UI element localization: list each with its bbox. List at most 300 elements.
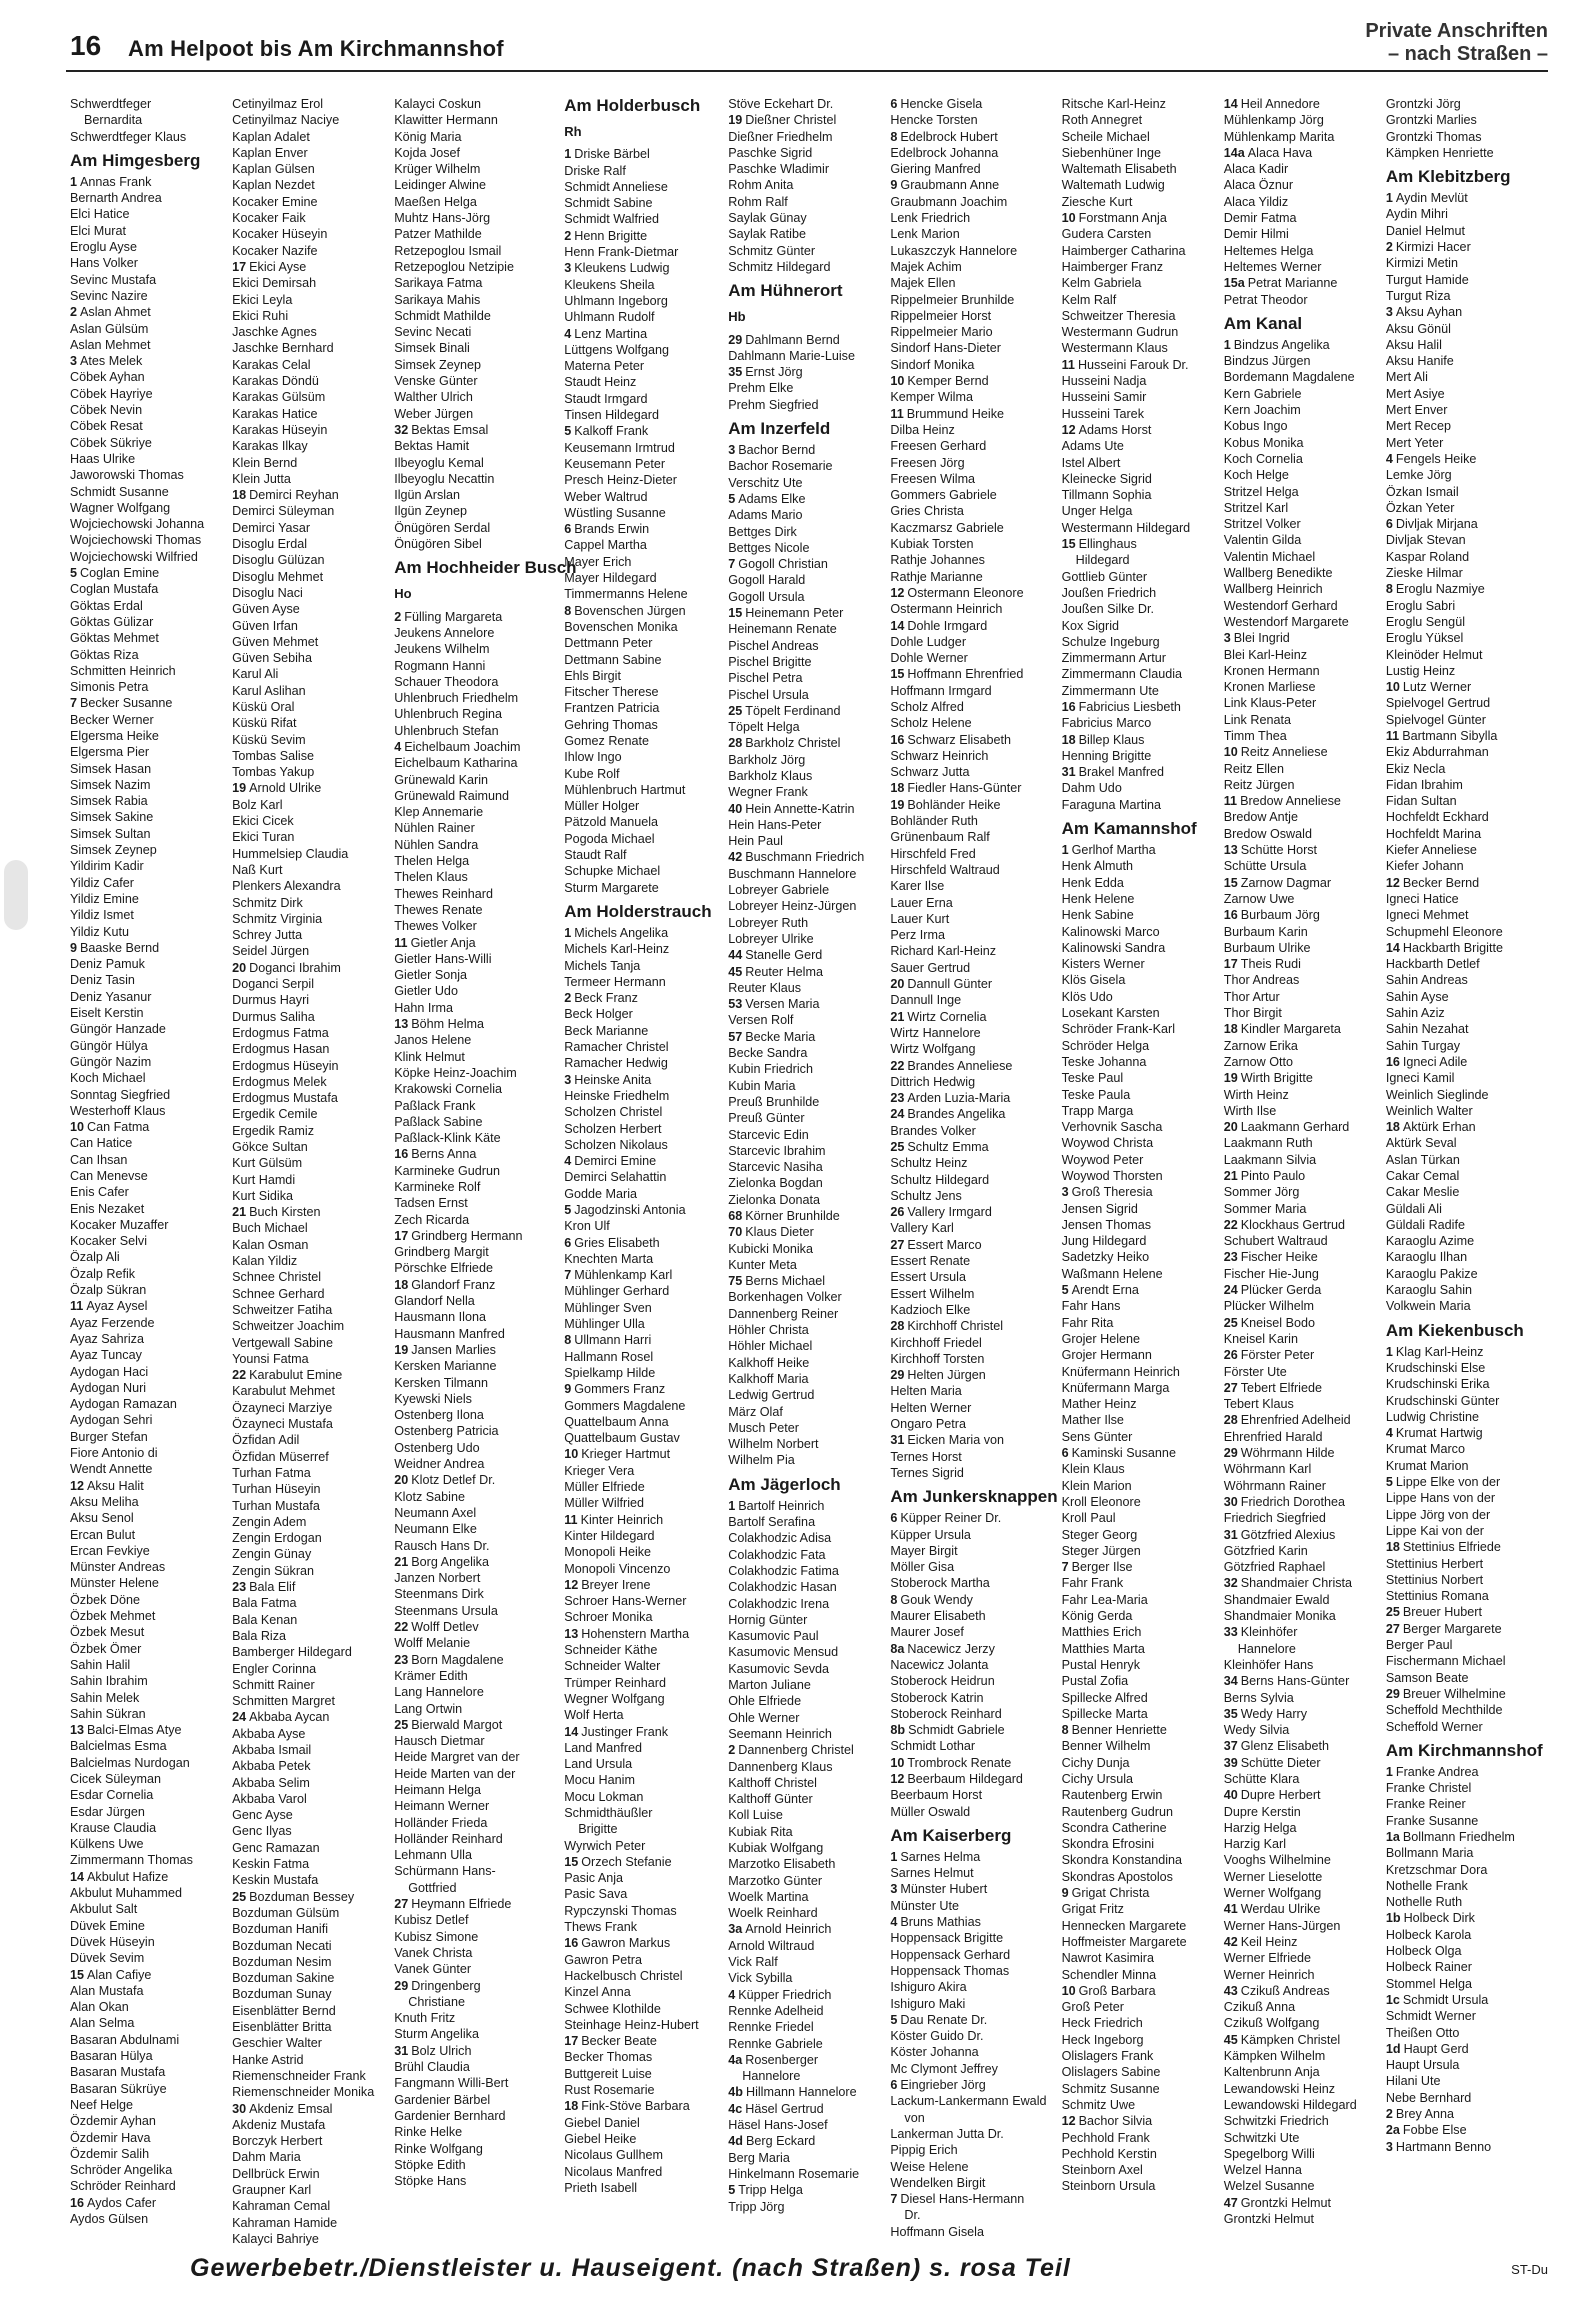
resident-name: Schröder Reinhard	[70, 2179, 176, 2194]
resident-entry	[728, 1873, 886, 1889]
resident-entry	[1224, 532, 1382, 548]
resident-name: Heinemann Peter	[745, 606, 844, 621]
resident-name: Koch Michael	[70, 1071, 146, 1086]
resident-name: Zengin Adem	[232, 1514, 307, 1529]
resident-entry	[1386, 1168, 1544, 1184]
resident-name: Annas Frank	[80, 174, 152, 189]
house-number: 29	[1223, 1446, 1238, 1461]
resident-name: Adams Elke	[738, 491, 806, 506]
resident-name: Pasic Sava	[564, 1887, 628, 1902]
resident-entry	[1062, 2097, 1220, 2113]
resident-entry	[1062, 2064, 1220, 2080]
resident-name: Simsek Rabia	[70, 794, 148, 809]
resident-name: Karaoglu Sahin	[1385, 1283, 1472, 1298]
house-number: 10	[1061, 1983, 1076, 1998]
resident-entry	[728, 475, 886, 491]
house-number: 13	[564, 1626, 579, 1641]
resident-name: Fiore Antonio di	[70, 1446, 158, 1461]
house-number: 29	[890, 1368, 905, 1383]
street-heading: Am Inzerfeld	[728, 419, 831, 439]
resident-name: Paschke Wladimir	[728, 162, 830, 177]
house-number: 5	[1385, 1475, 1393, 1490]
resident-name: Schnee Christel	[232, 1270, 322, 1285]
resident-entry	[70, 1087, 228, 1103]
resident-entry	[232, 1628, 390, 1644]
resident-entry	[1224, 418, 1382, 434]
resident-name: Aksu Meliha	[70, 1494, 139, 1509]
resident-name: Shandmaier Christa	[1240, 1576, 1353, 1591]
resident-entry	[70, 989, 228, 1005]
resident-name: Höhler Christa	[728, 1323, 809, 1338]
resident-entry	[1224, 210, 1382, 226]
resident-entry	[890, 1881, 1057, 1897]
resident-entry	[728, 931, 886, 947]
house-number: 12	[564, 1577, 579, 1592]
resident-name: Jung Hildegard	[1061, 1234, 1147, 1249]
resident-entry	[394, 1179, 560, 1195]
resident-name: Stoberock Katrin	[890, 1690, 984, 1705]
resident-entry	[890, 878, 1057, 894]
resident-entry	[1224, 2113, 1382, 2129]
house-number: 1	[728, 1498, 736, 1513]
resident-name: Basaran Hülya	[70, 2049, 153, 2064]
house-number: 25	[232, 1889, 247, 1904]
resident-name: Venske Günter	[394, 374, 478, 389]
resident-entry	[564, 2066, 724, 2082]
resident-entry	[232, 569, 390, 585]
resident-name: Nicolaus Manfred	[564, 2164, 663, 2179]
resident-name: Wojciechowski Johanna	[70, 517, 205, 532]
resident-entry	[1386, 1119, 1544, 1135]
resident-name: Bovenschen Monika	[564, 619, 678, 634]
resident-entry	[1386, 1344, 1544, 1360]
resident-name: Turhan Hüseyin	[232, 1482, 321, 1497]
resident-entry	[70, 793, 228, 809]
resident-entry	[564, 1235, 724, 1251]
house-number: 14	[70, 1869, 85, 1884]
resident-name: Eingrieber Jörg	[900, 2078, 986, 2093]
resident-entry	[728, 2052, 886, 2068]
resident-entry	[394, 210, 560, 226]
resident-name: Bozduman Hanifi	[232, 1922, 329, 1937]
resident-entry	[1386, 353, 1544, 369]
resident-name: Simsek Hasan	[70, 761, 152, 776]
house-number: 8b	[890, 1723, 906, 1738]
resident-entry	[890, 2012, 1057, 2028]
resident-name: Pischel Brigitte	[728, 654, 812, 669]
resident-entry	[1224, 484, 1382, 500]
resident-name: Schütte Klara	[1223, 1771, 1300, 1786]
resident-entry	[1224, 1755, 1382, 1771]
resident-name: Gommers Gabriele	[890, 488, 997, 503]
resident-entry	[70, 728, 228, 744]
page-title: Am Helpoot bis Am Kirchmannshof	[128, 36, 504, 61]
resident-name: Wegner Frank	[728, 785, 808, 800]
resident-entry	[564, 1398, 724, 1414]
resident-name: Karabulut Emine	[249, 1368, 343, 1383]
resident-name: Pischel Ursula	[728, 687, 809, 702]
resident-entry	[564, 1577, 724, 1593]
resident-entry	[564, 1039, 724, 1055]
resident-entry	[890, 259, 1057, 275]
resident-entry	[564, 1479, 724, 1495]
resident-entry	[394, 357, 560, 373]
resident-name: Karul Ali	[232, 667, 279, 682]
resident-entry	[564, 1349, 724, 1365]
resident-name: Pätzold Manuela	[564, 815, 659, 830]
resident-name: Vanek Günter	[394, 1962, 472, 1977]
resident-entry	[232, 1155, 390, 1171]
house-number: 1a	[1385, 1829, 1400, 1844]
resident-entry	[70, 1201, 228, 1217]
resident-name: Vallery Karl	[890, 1221, 954, 1236]
resident-name: Kaplan Adalet	[232, 129, 310, 144]
resident-entry	[1062, 842, 1220, 858]
resident-name: Schmidt Gabriele	[908, 1723, 1005, 1738]
resident-entry	[1224, 1445, 1382, 1461]
resident-name: Eichelbaum Joachim	[404, 739, 521, 754]
resident-name: Lukaszczyk Hannelore	[890, 243, 1018, 258]
resident-name: Özkan Yeter	[1385, 500, 1455, 515]
house-number: 4c	[728, 2101, 743, 2116]
resident-name: Cöbek Nevin	[70, 403, 143, 418]
resident-name: Ekici Turan	[232, 830, 295, 845]
resident-entry	[564, 1332, 724, 1348]
house-number: 4	[394, 739, 402, 754]
resident-name: Frantzen Patricia	[564, 701, 660, 716]
resident-name: Rennke Friedel	[728, 2020, 814, 2035]
resident-name: Stoberock Reinhard	[890, 1706, 1002, 1721]
resident-name: Ullmann Harri	[574, 1333, 652, 1348]
house-number: 14a	[1223, 145, 1245, 160]
resident-entry	[890, 943, 1057, 959]
resident-entry	[890, 895, 1057, 911]
resident-name: Özbek Ömer	[70, 1641, 142, 1656]
house-number: 18	[1385, 1120, 1400, 1135]
resident-name: Skondras Apostolos	[1061, 1869, 1173, 1884]
resident-name: Majek Achim	[890, 259, 962, 274]
resident-entry	[394, 1847, 560, 1863]
resident-name: Fabricius Liesbeth	[1078, 699, 1181, 714]
resident-name: Kinter Hildegard	[564, 1528, 655, 1543]
resident-entry	[1224, 875, 1382, 891]
resident-name: Bozduman Sunay	[232, 1987, 332, 2002]
resident-name: Alaca Hava	[1247, 145, 1313, 160]
resident-name: Scholzen Herbert	[564, 1121, 662, 1136]
resident-name: Westerhoff Klaus	[70, 1103, 166, 1118]
resident-name: Gökce Sultan	[232, 1140, 308, 1154]
resident-name: Disoglu Mehmet	[232, 569, 324, 584]
resident-name: Holbeck Olga	[1385, 1944, 1462, 1959]
resident-name: Karabulut Mehmet	[232, 1384, 336, 1399]
resident-entry	[728, 817, 886, 833]
resident-name: Westendorf Gerhard	[1223, 598, 1338, 613]
resident-entry	[564, 2164, 724, 2180]
resident-entry	[394, 2059, 560, 2075]
resident-name: Olislagers Frank	[1061, 2049, 1154, 2064]
resident-name: Eroglu Yüksel	[1385, 631, 1464, 646]
resident-entry	[394, 389, 560, 405]
resident-name: Alan Selma	[70, 2016, 135, 2031]
resident-entry	[728, 2150, 886, 2166]
resident-entry	[394, 1831, 560, 1847]
resident-name: Muhtz Hans-Jörg	[394, 211, 491, 226]
resident-name: Zimmermann Thomas	[70, 1853, 193, 1868]
resident-entry	[1386, 304, 1544, 320]
resident-name: Mert Enver	[1385, 403, 1448, 418]
resident-entry	[564, 1512, 724, 1528]
resident-entry	[394, 520, 560, 536]
resident-name: Teske Paula	[1061, 1087, 1131, 1102]
resident-entry	[1062, 552, 1220, 568]
resident-entry	[1062, 1559, 1220, 1575]
resident-name: Dettmann Sabine	[564, 652, 662, 667]
resident-entry	[1062, 764, 1220, 780]
resident-entry	[232, 618, 390, 634]
resident-entry	[394, 1309, 560, 1325]
resident-name: Turhan Mustafa	[232, 1498, 320, 1513]
resident-entry	[70, 907, 228, 923]
street-heading: Am Himgesberg	[70, 150, 201, 170]
resident-name: Sadetzky Heiko	[1061, 1250, 1150, 1265]
resident-entry	[232, 1807, 390, 1823]
house-number: 17	[394, 1228, 409, 1243]
resident-entry	[232, 1139, 390, 1155]
resident-name: Lippe Elke von der	[1395, 1475, 1501, 1490]
resident-entry	[70, 549, 228, 565]
resident-entry	[394, 161, 560, 177]
resident-entry	[890, 1947, 1057, 1963]
resident-entry	[1062, 1543, 1220, 1559]
resident-name: Hinkelmann Rosemarie	[728, 2166, 860, 2181]
resident-name: Bovenschen Jürgen	[574, 603, 686, 618]
resident-name: Vick Sybilla	[728, 1971, 793, 1986]
resident-name: Richard Karl-Heinz	[890, 944, 997, 959]
resident-entry	[1386, 1266, 1544, 1282]
resident-entry	[890, 1351, 1057, 1367]
house-number: 6	[890, 1511, 898, 1526]
house-number: 5	[564, 1203, 572, 1217]
resident-entry	[70, 1771, 228, 1787]
resident-entry	[394, 1505, 560, 1521]
resident-name: Alan Mustafa	[70, 1983, 144, 1998]
resident-name: Bartolf Serafina	[728, 1515, 816, 1530]
resident-name: Lauer Erna	[890, 895, 953, 910]
resident-entry	[232, 373, 390, 389]
resident-entry	[70, 630, 228, 646]
resident-entry	[1386, 1556, 1544, 1572]
directory-columns	[70, 96, 1548, 2246]
house-number: 18	[394, 1277, 409, 1292]
resident-entry	[890, 1657, 1057, 1673]
resident-entry	[1386, 549, 1544, 565]
resident-entry	[1224, 1999, 1382, 2015]
resident-entry	[1224, 581, 1382, 597]
resident-entry	[728, 524, 886, 540]
resident-name: Turgut Hamide	[1385, 272, 1469, 287]
house-number: 15	[1061, 537, 1076, 552]
resident-name: Kirchhoff Christel	[907, 1319, 1004, 1334]
resident-name: Güven Mehmet	[232, 634, 319, 649]
resident-name: Heinske Anita	[574, 1072, 652, 1087]
resident-name: Arnold Wiltraud	[728, 1938, 815, 1953]
resident-name: Töpelt Helga	[728, 720, 800, 735]
resident-name: Demirci Reyhan	[249, 488, 339, 503]
resident-entry	[232, 1204, 390, 1220]
house-number: 3	[1385, 305, 1393, 320]
resident-entry	[70, 353, 228, 369]
resident-entry	[728, 458, 886, 474]
resident-name: Graubmann Joachim	[890, 194, 1008, 209]
resident-entry	[890, 585, 1057, 601]
resident-entry	[1224, 1249, 1382, 1265]
resident-entry	[1386, 1507, 1544, 1523]
resident-entry	[890, 503, 1057, 519]
resident-name: Glandorf Franz	[411, 1277, 496, 1292]
resident-name: Trombrock Renate	[907, 1755, 1012, 1770]
resident-entry	[1062, 1869, 1220, 1885]
resident-name: Krämer Edith	[394, 1668, 468, 1683]
resident-entry	[564, 880, 724, 896]
resident-name: Brigitte	[578, 1822, 618, 1837]
resident-entry	[394, 1195, 560, 1211]
resident-entry	[1386, 663, 1544, 679]
resident-entry	[394, 1260, 560, 1276]
resident-name: Welzel Hanna	[1223, 2163, 1302, 2178]
resident-entry	[564, 293, 724, 309]
resident-entry	[1386, 484, 1544, 500]
house-number: 11	[890, 406, 904, 421]
resident-entry	[890, 618, 1057, 634]
resident-name: Burbaum Karin	[1223, 924, 1308, 939]
resident-entry	[564, 1104, 724, 1120]
resident-entry	[1224, 1738, 1382, 1754]
resident-name: Uhlenbruch Friedhelm	[394, 691, 519, 706]
resident-entry	[70, 1608, 228, 1624]
resident-name: Groß Theresia	[1071, 1185, 1153, 1200]
resident-name: Durmus Hayri	[232, 993, 310, 1008]
resident-name: Schwarz Elisabeth	[907, 732, 1012, 747]
resident-entry	[564, 1919, 724, 1935]
resident-name: Genc Ramazan	[232, 1840, 320, 1855]
resident-name: Grojer Helene	[1061, 1331, 1141, 1346]
resident-entry	[70, 663, 228, 679]
resident-name: Mühlinger Ulla	[564, 1317, 645, 1332]
resident-name: Termeer Hermann	[564, 974, 666, 989]
resident-entry	[1386, 728, 1544, 744]
resident-name: Orzech Stefanie	[581, 1854, 672, 1869]
resident-name: Essert Marco	[907, 1237, 982, 1252]
resident-name: Schmidt Walfried	[564, 212, 659, 227]
resident-name: Holbeck Rainer	[1385, 1960, 1472, 1975]
house-number: 35	[728, 365, 743, 380]
resident-name: Hein Paul	[728, 834, 783, 849]
house-number: 21	[394, 1554, 409, 1569]
resident-entry	[890, 422, 1057, 438]
resident-entry	[1224, 2015, 1382, 2031]
resident-entry	[1224, 647, 1382, 663]
resident-name: Küpper Reiner Dr.	[900, 1511, 1002, 1526]
resident-name: Grontzki Marlies	[1385, 113, 1477, 128]
resident-name: Göktas Gülizar	[70, 614, 154, 629]
resident-entry	[564, 1300, 724, 1316]
resident-entry	[1386, 956, 1544, 972]
resident-entry	[890, 2207, 1057, 2223]
resident-name: Simsek Zeynep	[70, 843, 157, 858]
resident-name: Wöhrmann Rainer	[1223, 1478, 1326, 1493]
resident-name: Sahin Andreas	[1385, 973, 1468, 988]
resident-entry	[728, 947, 886, 963]
resident-name: Kleinhöfer Hans	[1223, 1657, 1314, 1672]
resident-entry	[394, 1619, 560, 1635]
resident-name: Justinger Frank	[581, 1724, 669, 1739]
resident-name: Jagodzinski Antonia	[574, 1203, 686, 1217]
resident-entry	[1224, 793, 1382, 809]
resident-name: Kalan Yildiz	[232, 1254, 298, 1269]
resident-entry	[1062, 1690, 1220, 1706]
resident-name: Förster Ute	[1223, 1364, 1287, 1379]
resident-entry	[394, 1945, 560, 1961]
resident-entry	[1062, 1608, 1220, 1624]
resident-entry	[564, 2001, 724, 2017]
resident-name: Kaplan Enver	[232, 145, 308, 160]
resident-name: Kocaker Emine	[232, 194, 318, 209]
resident-name: Jaschke Bernhard	[232, 341, 334, 356]
resident-name: Rausch Hans Dr.	[394, 1538, 490, 1553]
resident-name: Pechhold Frank	[1061, 2130, 1150, 2145]
resident-entry	[728, 589, 886, 605]
resident-name: Fahr Frank	[1061, 1576, 1124, 1591]
resident-name: Sahin Halil	[70, 1657, 131, 1672]
resident-entry	[890, 1269, 1057, 1285]
resident-name: Schubert Waltraud	[1223, 1234, 1328, 1249]
resident-entry	[890, 1172, 1057, 1188]
resident-name: Kersken Marianne	[394, 1359, 497, 1374]
resident-entry	[1224, 1950, 1382, 1966]
resident-entry	[394, 755, 560, 771]
resident-name: Düvek Sevim	[70, 1951, 145, 1966]
resident-name: Schmitten Margret	[232, 1694, 336, 1709]
resident-name: Westendorf Margarete	[1223, 614, 1349, 629]
resident-entry	[728, 1143, 886, 1159]
resident-entry	[564, 537, 724, 553]
resident-name: Mc Clymont Jeffrey	[890, 2061, 998, 2076]
resident-entry	[1386, 369, 1544, 385]
resident-entry	[232, 389, 390, 405]
resident-entry	[232, 2149, 390, 2165]
resident-name: Heltemes Werner	[1223, 259, 1322, 274]
house-number: 42	[1223, 1934, 1238, 1949]
resident-entry	[394, 1733, 560, 1749]
resident-name: Matthies Marta	[1061, 1641, 1145, 1656]
resident-name: Töpelt Ferdinand	[745, 703, 841, 718]
resident-entry	[394, 674, 560, 690]
resident-name: Akbaba Aycan	[249, 1710, 330, 1725]
resident-entry	[1224, 1201, 1382, 1217]
resident-entry	[70, 1445, 228, 1461]
resident-name: Hillmann Hannelore	[745, 2085, 857, 2100]
resident-name: Driske Ralf	[564, 163, 626, 178]
resident-entry	[1224, 1510, 1382, 1526]
resident-entry	[728, 915, 886, 931]
resident-entry	[1062, 956, 1220, 972]
resident-entry	[1224, 1282, 1382, 1298]
resident-entry	[1386, 435, 1544, 451]
house-number: 2	[728, 1743, 736, 1758]
resident-name: Häsel Hans-Josef	[728, 2118, 828, 2133]
resident-entry	[1062, 666, 1220, 682]
resident-name: Cakar Meslie	[1385, 1185, 1460, 1200]
